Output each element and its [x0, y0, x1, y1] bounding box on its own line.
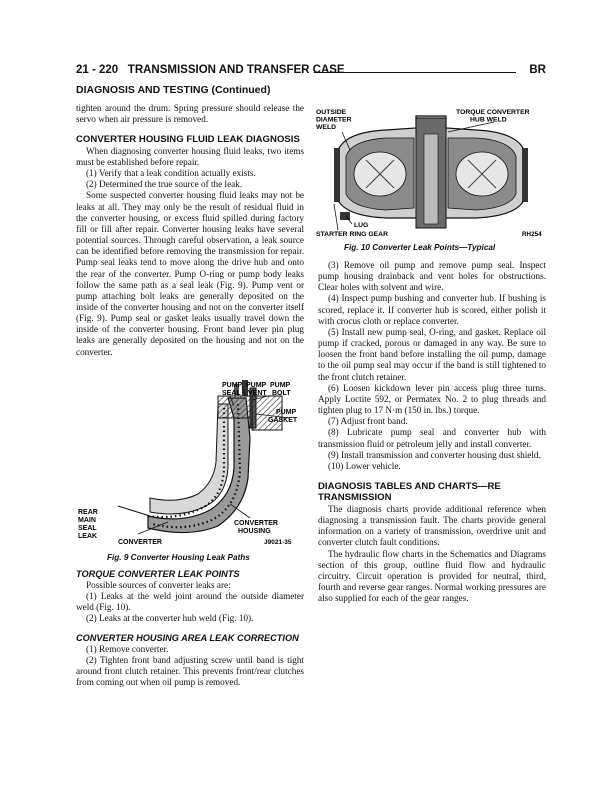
torque-converter-heading: TORQUE CONVERTER LEAK POINTS [76, 569, 240, 579]
list-item: (5) Install new pump seal, O-ring, and gasket. Replace oil pump if cracked, porous or damaged in any way. Be sure to loosen the front band before installing the oil pump, damage to the oil pump seal may occur if the band is still tightened to the front clutch retainer. [318, 326, 546, 382]
list-item: (1) Verify that a leak condition actually exists. [86, 168, 256, 179]
section-heading: DIAGNOSIS AND TESTING (Continued) [76, 84, 271, 96]
page-header-title: 21 - 220 TRANSMISSION AND TRANSFER CASE [76, 64, 345, 76]
fig10-diagram [316, 104, 546, 240]
label-pump-bolt: PUMP BOLT [270, 382, 291, 397]
label-starter-ring-gear: STARTER RING GEAR [316, 231, 388, 238]
fig9-code: J9021-35 [264, 539, 292, 546]
list-item: (7) Adjust front band. [328, 416, 408, 427]
list-item: (6) Loosen kickdown lever pin access plug three turns. Apply Loctite 592, or Permatex No. 2 to plug threads and tighten plug to 17 N·m (150 in. lbs.) torque. [318, 382, 546, 416]
label-hub-weld: TORQUE CONVERTER HUB WELD [456, 109, 530, 124]
list-item: (2) Tighten front band adjusting screw until band is tight around front clutch retainer. This prevents front/rear clutches from coming out when oil pump is removed. [76, 654, 304, 688]
right-column [318, 260, 546, 604]
paragraph: Possible sources of converter leaks are: [86, 580, 231, 590]
label-pump-vent: PUMP VENT [246, 382, 267, 397]
label-pump-seal: PUMP SEAL [222, 382, 243, 397]
list-item: (2) Leaks at the converter hub weld (Fig. 10). [86, 613, 254, 624]
label-lug: LUG [354, 222, 369, 229]
converter-housing-heading: CONVERTER HOUSING FLUID LEAK DIAGNOSIS [76, 134, 300, 146]
label-converter-housing: CONVERTER HOUSING [234, 520, 278, 535]
left-column-bottom [76, 569, 304, 688]
fig9-diagram [78, 378, 306, 550]
left-column-top [76, 103, 304, 358]
paragraph: Some suspected converter housing fluid leaks may not be leaks at all. They may only be the result of residual fluid in the converter housing, or excess fluid spilled during factory fill or fill after repair. Converter housing leaks have several potential sources. Through careful observation, a leak source can be identified before removing the transmission for repair. Pump seal leaks tend to move along the drive hub and onto the rear of the converter. Pump O-ring or pump body leaks follow the same path as a seal leak (Fig. 9). Pump vent or pump attaching bolt leaks are generally deposited on the inside of the converter housing and not on the converter itself (Fig. 9). Pump seal or gasket leaks usually travel down the inside of the converter housing. Front band lever pin plug leaks are generally deposited on the housing and not on the converter. [76, 190, 304, 357]
list-item: (1) Remove converter. [86, 643, 169, 654]
label-pump-gasket: PUMP GASKET [268, 409, 298, 424]
paragraph: When diagnosing converter housing fluid leaks, two items must be established before repair. [76, 145, 304, 167]
diagnosis-tables-heading: DIAGNOSIS TABLES AND CHARTS—RE TRANSMISSION [318, 480, 501, 504]
label-outside-diameter-weld: OUTSIDE DIAMETER WELD [316, 109, 352, 131]
list-item: (1) Leaks at the weld joint around the outside diameter weld (Fig. 10). [76, 591, 304, 613]
label-rear-main-seal-leak: REAR MAIN SEAL LEAK [78, 509, 98, 540]
pump-body [218, 396, 252, 418]
fig10-caption: Fig. 10 Converter Leak Points—Typical [344, 243, 496, 252]
header-rule [314, 72, 516, 73]
section-code: BR [529, 64, 546, 76]
list-item: (4) Inspect pump bushing and converter hub. If bushing is scored, replace it. If converter hub is scored, either polish it with crocus cloth or replace converter. [318, 293, 546, 326]
paragraph: The diagnosis charts provide additional reference when diagnosing a transmission fault. The charts provide general information on a variety of transmission, overdrive unit and converter clutch fault conditions. [318, 503, 546, 548]
page-header [76, 64, 546, 80]
list-item: (3) Remove oil pump and remove pump seal. Inspect pump housing drainback and vent holes for obstructions. Clear holes with solvent and wire. [318, 260, 546, 293]
list-item: (10) Lower vehicle. [328, 460, 401, 471]
fig9-caption: Fig. 9 Converter Housing Leak Paths [107, 553, 250, 562]
label-converter: CONVERTER [118, 539, 162, 546]
fig10-code: RH254 [522, 231, 542, 238]
housing-area-heading: CONVERTER HOUSING AREA LEAK CORRECTION [76, 632, 299, 643]
intro-paragraph: tighten around the drum. Spring pressure should release the servo when air pressure is removed. [76, 103, 304, 125]
list-item: (8) Lubricate pump seal and converter hub with transmission fluid or petroleum jelly and install converter. [318, 427, 546, 449]
list-item: (9) Install transmission and converter housing dust shield. [328, 449, 541, 460]
list-item: (2) Determined the true source of the leak. [86, 179, 243, 190]
paragraph: The hydraulic flow charts in the Schematics and Diagrams section of this group, outline fluid flow and hydraulic circuitry. Circuit operation is provided for neutral, third, fourth and reverse gear ranges. Normal working pressures are also supplied for each of the gear ranges. [318, 548, 546, 604]
